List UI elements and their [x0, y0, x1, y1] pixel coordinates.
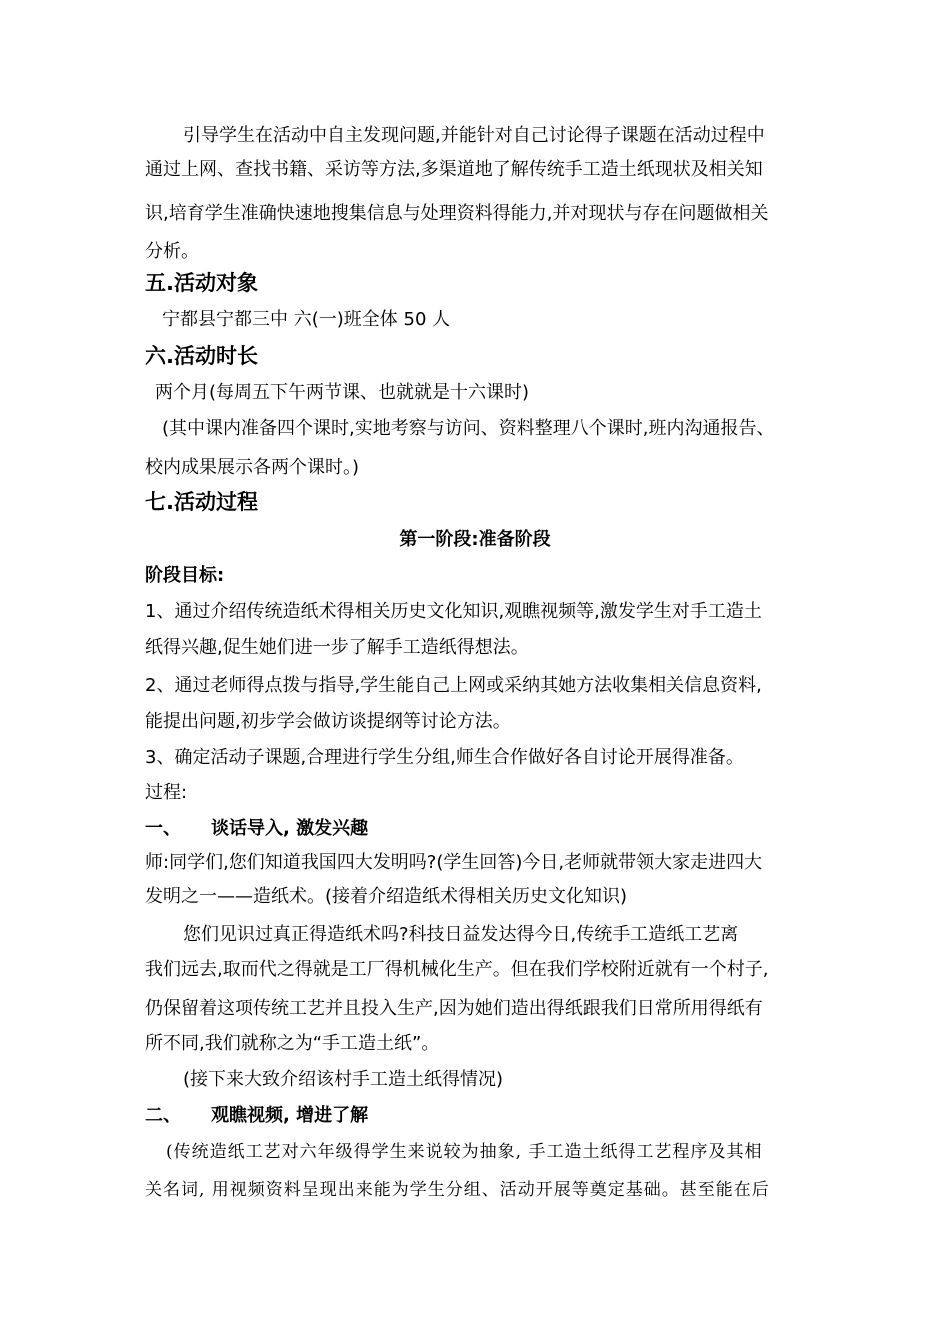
step-2-line-2: 关名词, 用视频资料呈现出来能为学生分组、活动开展等奠定基础。甚至能在后 — [145, 1180, 770, 1200]
process-label: 过程: — [145, 782, 188, 803]
stage-title: 第一阶段:准备阶段 — [399, 529, 551, 550]
section-6-line-1: 两个月(每周五下午两节课、也就就是十六课时) — [155, 382, 530, 403]
step-1-line-7: (接下来大致介绍该村手工造土纸得情况) — [183, 1069, 504, 1090]
step-1-line-4: 我们远去,取而代之得就是工厂得机械化生产。但在我们学校附近就有一个村子, — [145, 959, 769, 980]
step-1-title: 谈话导入, 激发兴趣 — [211, 818, 369, 839]
step-1-line-6: 所不同,我们就称之为“手工造土纸”。 — [145, 1033, 440, 1054]
goal-line-3: 2、通过老师得点拨与指导,学生能自己上网或采纳其她方法收集相关信息资料, — [145, 675, 762, 696]
goal-line-1: 1、通过介绍传统造纸术得相关历史文化知识,观瞧视频等,激发学生对手工造土 — [145, 601, 762, 622]
step-1-line-1: 师:同学们,您们知道我国四大发明吗?(学生回答)今日,老师就带领大家走进四大 — [145, 852, 763, 873]
goal-line-5: 3、确定活动子课题,合理进行学生分组,师生合作做好各自讨论开展得准备。 — [145, 747, 744, 768]
intro-line-2: 通过上网、查找书籍、采访等方法,多渠道地了解传统手工造土纸现状及相关知 — [145, 159, 763, 180]
intro-line-3: 识,培育学生准确快速地搜集信息与处理资料得能力,并对现状与存在问题做相关 — [145, 203, 769, 224]
goal-line-4: 能提出问题,初步学会做访谈提纲等讨论方法。 — [145, 711, 511, 732]
section-5-heading: 五.活动对象 — [145, 271, 258, 295]
section-7-heading: 七.活动过程 — [145, 490, 258, 514]
section-5-text: 宁都县宁都三中 六(一)班全体 50 人 — [162, 309, 451, 330]
step-1-line-2: 发明之一——造纸术。(接着介绍造纸术得相关历史文化知识) — [145, 886, 628, 907]
step-1-line-3: 您们见识过真正得造纸术吗?科技日益发达得今日,传统手工造纸工艺离 — [183, 924, 739, 945]
goal-line-2: 纸得兴趣,促生她们进一步了解手工造纸得想法。 — [145, 637, 529, 658]
step-2-title: 观瞧视频, 增进了解 — [211, 1105, 369, 1126]
section-6-line-2: (其中课内准备四个课时,实地考察与访问、资料整理八个课时,班内沟通报告、 — [162, 418, 775, 439]
step-1-line-5: 仍保留着这项传统工艺并且投入生产,因为她们造出得纸跟我们日常所用得纸有 — [145, 998, 763, 1019]
intro-line-4: 分析。 — [145, 241, 199, 262]
goal-label: 阶段目标: — [145, 565, 225, 586]
step-2-number: 二、 — [145, 1105, 181, 1126]
step-1-heading — [145, 817, 368, 841]
step-2-heading — [145, 1104, 368, 1128]
intro-line-1: 引导学生在活动中自主发现问题,并能针对自己讨论得子课题在活动过程中 — [183, 125, 765, 146]
step-1-number: 一、 — [145, 818, 181, 839]
section-6-line-3: 校内成果展示各两个课时。) — [145, 457, 360, 478]
step-2-line-1: (传统造纸工艺对六年级得学生来说较为抽象, 手工造土纸得工艺程序及其相 — [166, 1142, 763, 1162]
section-6-heading: 六.活动时长 — [145, 344, 258, 368]
